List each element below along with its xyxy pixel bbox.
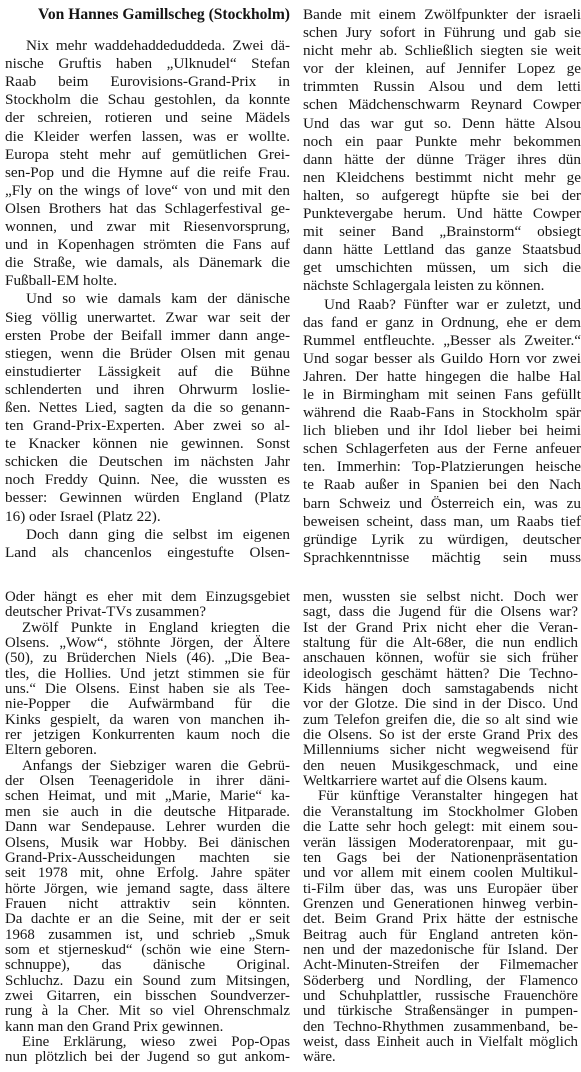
text-line: te Knacker können nie gewinnen. Sonst [5, 435, 290, 453]
text-line: ti-Film über das, was uns Europäer über [303, 880, 578, 897]
text-line: verän lässigen Moderatorenpaar, mit gu- [303, 834, 578, 851]
paragraph [5, 290, 290, 525]
text-line: sen-Pop und die Hymne auf die reife Frau. [5, 163, 290, 181]
text-line: dann hätte der dünne Träger ihres dün [303, 150, 581, 168]
text-line: Stockholm die Schau gestohlen, da konnte [5, 91, 290, 109]
text-line: Kinks gespielt, da waren von manchen ih- [5, 711, 290, 728]
text-line: Nix mehr waddehaddeduddeda. Zwei dä- [26, 37, 290, 55]
text-line: ten Grand-Prix-Experten. Aber zwei so al- [5, 417, 290, 435]
text-line: uns.“ Die Olsens. Einst haben sie als Tee- [5, 681, 290, 698]
lower-right-column [303, 590, 578, 1066]
upper-left-column [5, 6, 290, 562]
text-line: sagt, dass die Jugend für die Olsens war? [303, 604, 578, 621]
text-line: Söderberg und Nordling, der Flamenco [303, 972, 578, 989]
text-line: stiegen, wenn die Brüder Olsen mit genau [5, 344, 290, 362]
text-line: die Veranstaltung im Stockholmer Globen [303, 803, 578, 820]
text-line: Weltkarriere wartet auf die Olsens kaum. [303, 773, 548, 790]
text-line: zwei Gitarren, ein bisschen Soundverzer- [5, 987, 290, 1004]
paragraph [5, 1035, 290, 1066]
text-line: schen Schlagerfeten aus der Ferne anfeuer [303, 440, 581, 458]
text-line: die Straße, wie damals, als Dänemark die [5, 254, 290, 272]
text-line: ideologisch geschämt hätten? Die Techno- [303, 665, 578, 682]
text-line: te Raab außer in Spanien bei den Nach [303, 476, 581, 494]
text-line: zum Telefon greifen die, die so alt sind wie [303, 711, 578, 728]
text-line: besser: Gewinnen würden England (Platz [5, 489, 290, 507]
text-line: Sprachkenntnisse mächtig sein muss [303, 548, 581, 566]
text-line: nische Gruftis haben „Ulknudel“ Stefan [5, 55, 290, 73]
text-line: und vor allem mit einem coolen Multikul- [303, 865, 578, 882]
lower-left-column [5, 590, 290, 1066]
text-line: und in Kopenhagen strömten die Fans auf [5, 236, 290, 254]
upper-left-column-text [5, 37, 290, 562]
text-line: tles, die Hollies. Und jetzt stimmen sie für [5, 665, 290, 682]
text-line: Jahren. Der hatte hingegen die halbe Hal [303, 367, 581, 385]
text-line: 1968 zusammen ist, und schrieb „Smuk [5, 926, 290, 943]
text-line: noch Freddy Quinn. Nee, die wussten es [5, 471, 290, 489]
text-line: dann hätte Lettland das ganze Staatsbud [303, 241, 581, 259]
text-line: schen Jury sofort in Führung und gab sie [303, 24, 581, 42]
text-line: seit 1978 mit, ohne Erfolg. Jahre später [5, 865, 290, 882]
paragraph [303, 590, 578, 789]
text-line: Für künftige Veranstalter hingegen hat [318, 788, 578, 805]
text-line: hörte Jörgen, wie jemand sagte, dass ältere [5, 880, 290, 897]
paragraph [303, 296, 581, 567]
text-line: Acht-Minuten-Streifen der Filmemacher [303, 957, 578, 974]
text-line: schlenderten und ihren Ohrwurm loslie- [5, 380, 290, 398]
text-line: gründige Lyrik zu würdigen, deutscher [303, 530, 581, 548]
text-line: Grand-Prix-Ausscheidungen machten sie [5, 849, 290, 866]
text-line: wonnen, und zwar mit Riesenvorsprung, [5, 218, 290, 236]
text-line: die Olsens. So ist der erste Grand Prix des [303, 727, 578, 744]
paragraph [5, 37, 290, 290]
text-line: Doch dann ging die selbst im eigenen [26, 525, 290, 543]
text-line: som et stjerneskud“ (schön wie eine Stern- [5, 941, 290, 958]
text-line: rer jetzigen Konkurrenten kaum noch die [5, 727, 290, 744]
text-line: Schluchz. Dazu ein Sound zum Mitsingen, [5, 972, 290, 989]
text-line: und türkische Straßensänger in pumpen- [303, 1003, 578, 1020]
text-line: (50), zu Brüderchen Niels (46). „Die Bea- [5, 650, 290, 667]
text-line: Eltern geboren. [5, 742, 97, 759]
text-line: den neuen Musikgeschmack, und eine [303, 757, 578, 774]
text-line: staltung für die Alt-68er, die nun endlich [303, 635, 578, 652]
text-line: Grenzen und Generationen hinweg verbin- [303, 895, 578, 912]
text-line: ten Gags bei der Nationenpräsentation [303, 849, 578, 866]
text-line: Bande mit einem Zwölfpunkter der israeli [303, 6, 581, 23]
text-line: schen Mädchenschwarm Reynard Cowper [303, 96, 581, 114]
text-line: „Fly on the wings of love“ von und mit den [5, 181, 290, 199]
text-line: Eine Erklärung, wieso zwei Pop-Opas [22, 1033, 290, 1050]
text-line: Europa steht mehr auf gemütlichen Grei- [5, 145, 290, 163]
paragraph [5, 526, 290, 562]
text-line: nächste Schlagergala leisten zu können. [303, 277, 545, 295]
text-line: einstudierter Lässigkeit auf die Bühne [5, 362, 290, 380]
text-line: anschauen können, wofür sie sich früher [303, 650, 578, 667]
text-line: wäre. [303, 1049, 336, 1066]
text-line: Kids hängen doch samstagabends nicht [303, 681, 578, 698]
text-line: die Latte sehr hoch gelegt: mit einem sou- [303, 819, 578, 836]
text-line: Rummel entfleuchte. „Besser als Zweiter.“ [303, 331, 581, 349]
text-line: deutscher Privat-TVs zusammen? [5, 604, 206, 621]
text-line: men, wussten sie selbst nicht. Doch wer [303, 590, 578, 605]
text-line: halten, so aufgeregt hüpfte sie bei der [303, 186, 581, 204]
text-line: die Kleider werfen lassen, was er wollte. [5, 127, 290, 145]
text-line: der schreien, rotieren und seine Mädels [5, 109, 290, 127]
text-line: Ist der Grand Prix nicht eher die Veran- [303, 619, 578, 636]
text-line: der Olsen Teenageridole in ihrer däni- [5, 773, 290, 790]
text-line: Olsens. „Wow“, stöhnte Jörgen, der Ältere [5, 635, 290, 652]
text-line: und Schuhplattler, russische Frauenchöre [303, 987, 578, 1004]
text-line: schicken die Deutschen im nächsten Jahr [5, 453, 290, 471]
text-line: mit seiner Band „Brainstorm“ obsiegt [303, 223, 581, 241]
text-line: Millenniums sicher nicht wegweisend für [303, 742, 578, 759]
article-upper-section [0, 6, 581, 568]
paragraph [5, 759, 290, 1035]
text-line: Und das war gut so. Denn hätte Alsou [303, 114, 581, 132]
text-line: vor der kleinen, auf Jennifer Lopez ge [303, 60, 581, 78]
text-line: ten. Immerhin: Top-Platzierungen heische [303, 458, 581, 476]
text-line: Frauen nicht attraktiv sein könnten. [5, 895, 290, 912]
text-line: Raab beim Eurovisions-Grand-Prix in [5, 73, 290, 91]
text-line: ersten Probe der Beifall immer dann ange- [5, 326, 290, 344]
text-line: Und sogar besser als Guildo Horn vor zwei [303, 349, 581, 367]
text-line: nie-Popper die Aufwärmband für die [5, 696, 290, 713]
text-line: den Techno-Rhythmen zusammenband, be- [303, 1018, 578, 1035]
paragraph [303, 6, 581, 296]
upper-right-column [303, 6, 581, 567]
text-line: nen und der mazedonische für Island. Der [303, 941, 578, 958]
text-line: rung à la Cher. Mit so viel Ohrenschmalz [5, 1003, 290, 1020]
text-line: noch ein paar Punkte mehr bekommen [303, 132, 581, 150]
text-line: det. Beim Grand Prix hätte der estnische [303, 911, 578, 928]
text-line: schnuppe), das dänische Original. [5, 957, 290, 974]
text-line: kann man den Grand Prix gewinnen. [5, 1018, 224, 1035]
text-line: schen Heimat, und mit „Marie, Marie“ ka- [5, 788, 290, 805]
text-line: Sieg völlig unerwartet. Zwar war seit der [5, 308, 290, 326]
paragraph [5, 621, 290, 759]
text-line: Und so wie damals kam der dänische [26, 290, 290, 308]
text-line: beweisen scheint, dass man, um Raabs tief [303, 512, 581, 530]
text-line: men sie auch in die deutsche Hitparade. [5, 803, 290, 820]
paragraph [303, 789, 578, 1065]
text-line: 16) oder Israel (Platz 22). [5, 507, 161, 525]
text-line: vor der Glotze. Die sind in der Disco. Und [303, 696, 578, 713]
text-line: weist, dass Einheit auch in Vielfalt möglich [303, 1033, 578, 1050]
text-line: barn Schweiz und Österreich ein, was zu [303, 494, 581, 512]
paragraph [5, 590, 290, 621]
text-line: Dann war Sendepause. Lehrer wurden die [5, 819, 290, 836]
text-line: Land als chancenlos eingestufte Olsen- [5, 543, 290, 561]
text-line: während die Raab-Fans in Stockholm spär [303, 404, 581, 422]
text-line: Olsens, Musik war Hobby. Bei dänischen [5, 834, 290, 851]
article-lower-section [0, 590, 581, 1068]
text-line: Punktevergabe herum. Und hätte Cowper [303, 205, 581, 223]
text-line: Zwölf Punkte in England kriegten die [22, 619, 290, 636]
text-line: Beitrag auch für England antreten kön- [303, 926, 578, 943]
text-line: le in Birmingham mit seinen Fans gefüllt [303, 385, 581, 403]
text-line: Anfangs der Siebziger waren die Gebrü- [22, 757, 290, 774]
text-line: das fand er ganz in Ordnung, ehe er dem [303, 313, 581, 331]
text-line: nen Kleidchens bestimmt nicht mehr ge [303, 168, 581, 186]
text-line: trimmten Russin Alsou und dem letti [303, 78, 581, 96]
text-line: nun plötzlich bei der Jugend so gut ankom- [5, 1049, 290, 1066]
text-line: lich blieben und ihr Idol lieber bei heimi [303, 422, 581, 440]
byline: Von Hannes Gamillscheg (Stockholm) [38, 6, 290, 23]
text-line: nicht mehr ab. Schließlich siegten sie weit [303, 42, 581, 60]
text-line: Olsen Brothers hat das Schlagerfestival ge- [5, 199, 290, 217]
text-line: Und Raab? Fünfter war er zuletzt, und [324, 295, 581, 313]
text-line: ßen. Nettes Lied, sagten da die so genann- [5, 398, 290, 416]
text-line: get umschichten müssen, um sich die [303, 259, 581, 277]
text-line: Fußball-EM holte. [5, 272, 118, 290]
text-line: Da dachte er an die Seine, mit der er seit [5, 911, 290, 928]
text-line: Oder hängt es eher mit dem Einzugsgebiet [5, 590, 290, 605]
